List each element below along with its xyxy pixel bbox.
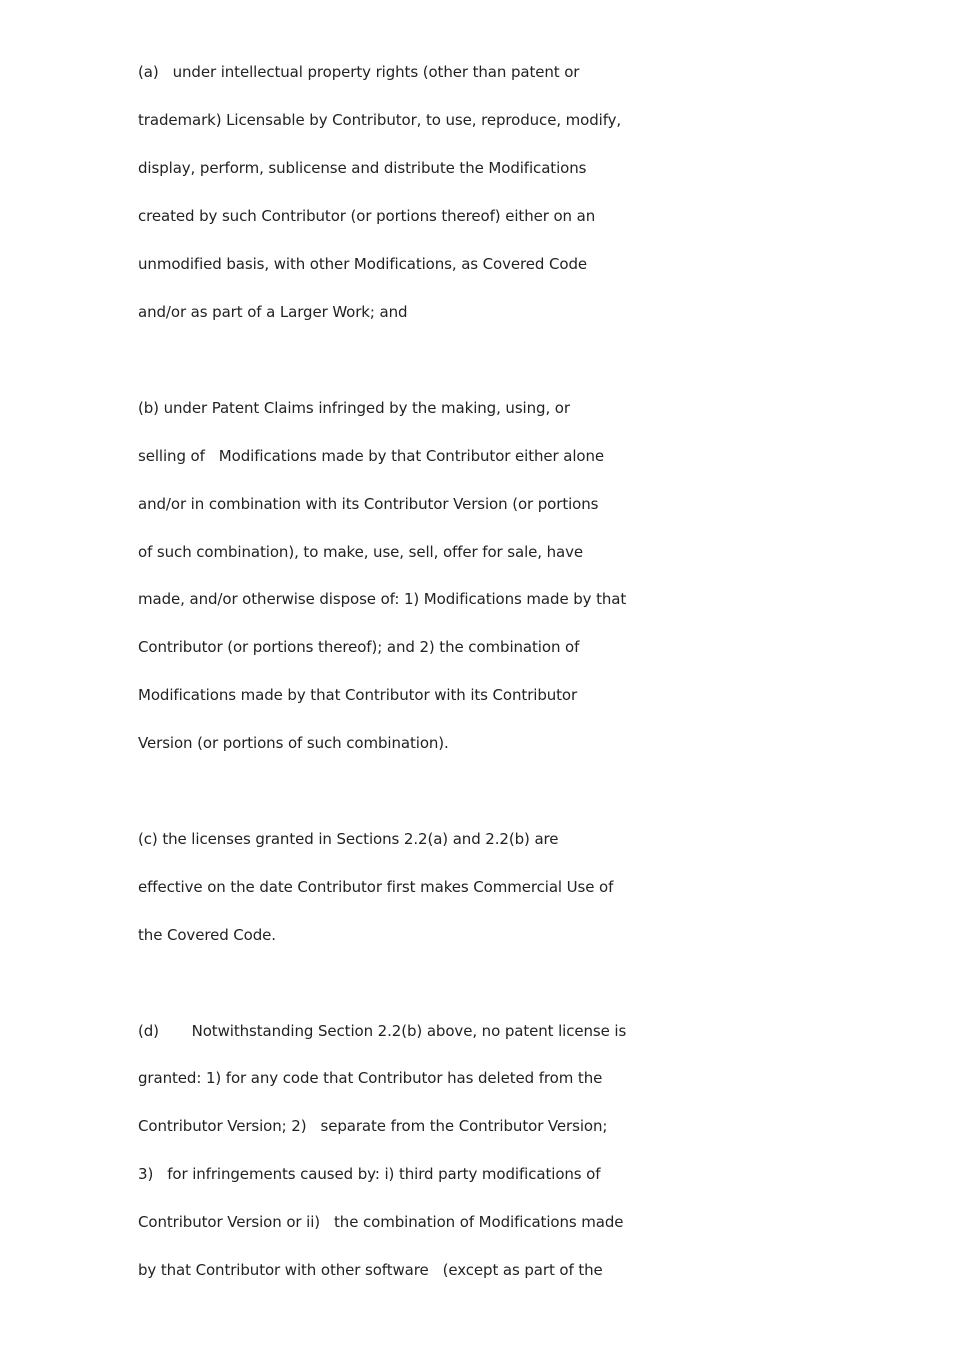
paragraph-a-line-6: and/or as part of a Larger Work; and xyxy=(138,303,408,321)
paragraph-b-line-8: Version (or portions of such combination). xyxy=(138,734,449,752)
paragraph-d-line-4: 3) for infringements caused by: i) third party modifications of xyxy=(138,1165,601,1183)
paragraph-a-line-4: created by such Contributor (or portions thereof) either on an xyxy=(138,207,596,225)
paragraph-a-line-5: unmodified basis, with other Modifications, as Covered Code xyxy=(138,255,587,273)
paragraph-a-line-2: trademark) Licensable by Contributor, to use, reproduce, modify, xyxy=(138,111,622,129)
paragraph-d-line-5: Contributor Version or ii) the combination of Modifications made xyxy=(138,1213,624,1231)
paragraph-b-line-6: Contributor (or portions thereof); and 2) the combination of xyxy=(138,638,580,656)
paragraph-b-line-7: Modifications made by that Contributor with its Contributor xyxy=(138,686,578,704)
paragraph-d-line-2: granted: 1) for any code that Contributor has deleted from the xyxy=(138,1069,603,1087)
paragraph-d-line-6: by that Contributor with other software (except as part of the xyxy=(138,1261,603,1279)
paragraph-b-line-5: made, and/or otherwise dispose of: 1) Modifications made by that xyxy=(138,590,627,608)
paragraph-b-line-4: of such combination), to make, use, sell, offer for sale, have xyxy=(138,543,584,561)
paragraph-a-line-3: display, perform, sublicense and distribute the Modifications xyxy=(138,159,587,177)
paragraph-a-line-1: (a) under intellectual property rights (other than patent or xyxy=(138,63,580,81)
paragraph-b-line-2: selling of Modifications made by that Contributor either alone xyxy=(138,447,605,465)
paragraph-b-line-3: and/or in combination with its Contributor Version (or portions xyxy=(138,495,599,513)
paragraph-d-line-3: Contributor Version; 2) separate from the Contributor Version; xyxy=(138,1117,608,1135)
paragraph-b-line-1: (b) under Patent Claims infringed by the making, using, or xyxy=(138,399,570,417)
paragraph-c-line-3: the Covered Code. xyxy=(138,926,276,944)
paragraph-c-line-2: effective on the date Contributor first makes Commercial Use of xyxy=(138,878,614,896)
paragraph-c-line-1: (c) the licenses granted in Sections 2.2(a) and 2.2(b) are xyxy=(138,830,559,848)
paragraph-d-line-1: (d) Notwithstanding Section 2.2(b) above, no patent license is xyxy=(138,1022,627,1040)
